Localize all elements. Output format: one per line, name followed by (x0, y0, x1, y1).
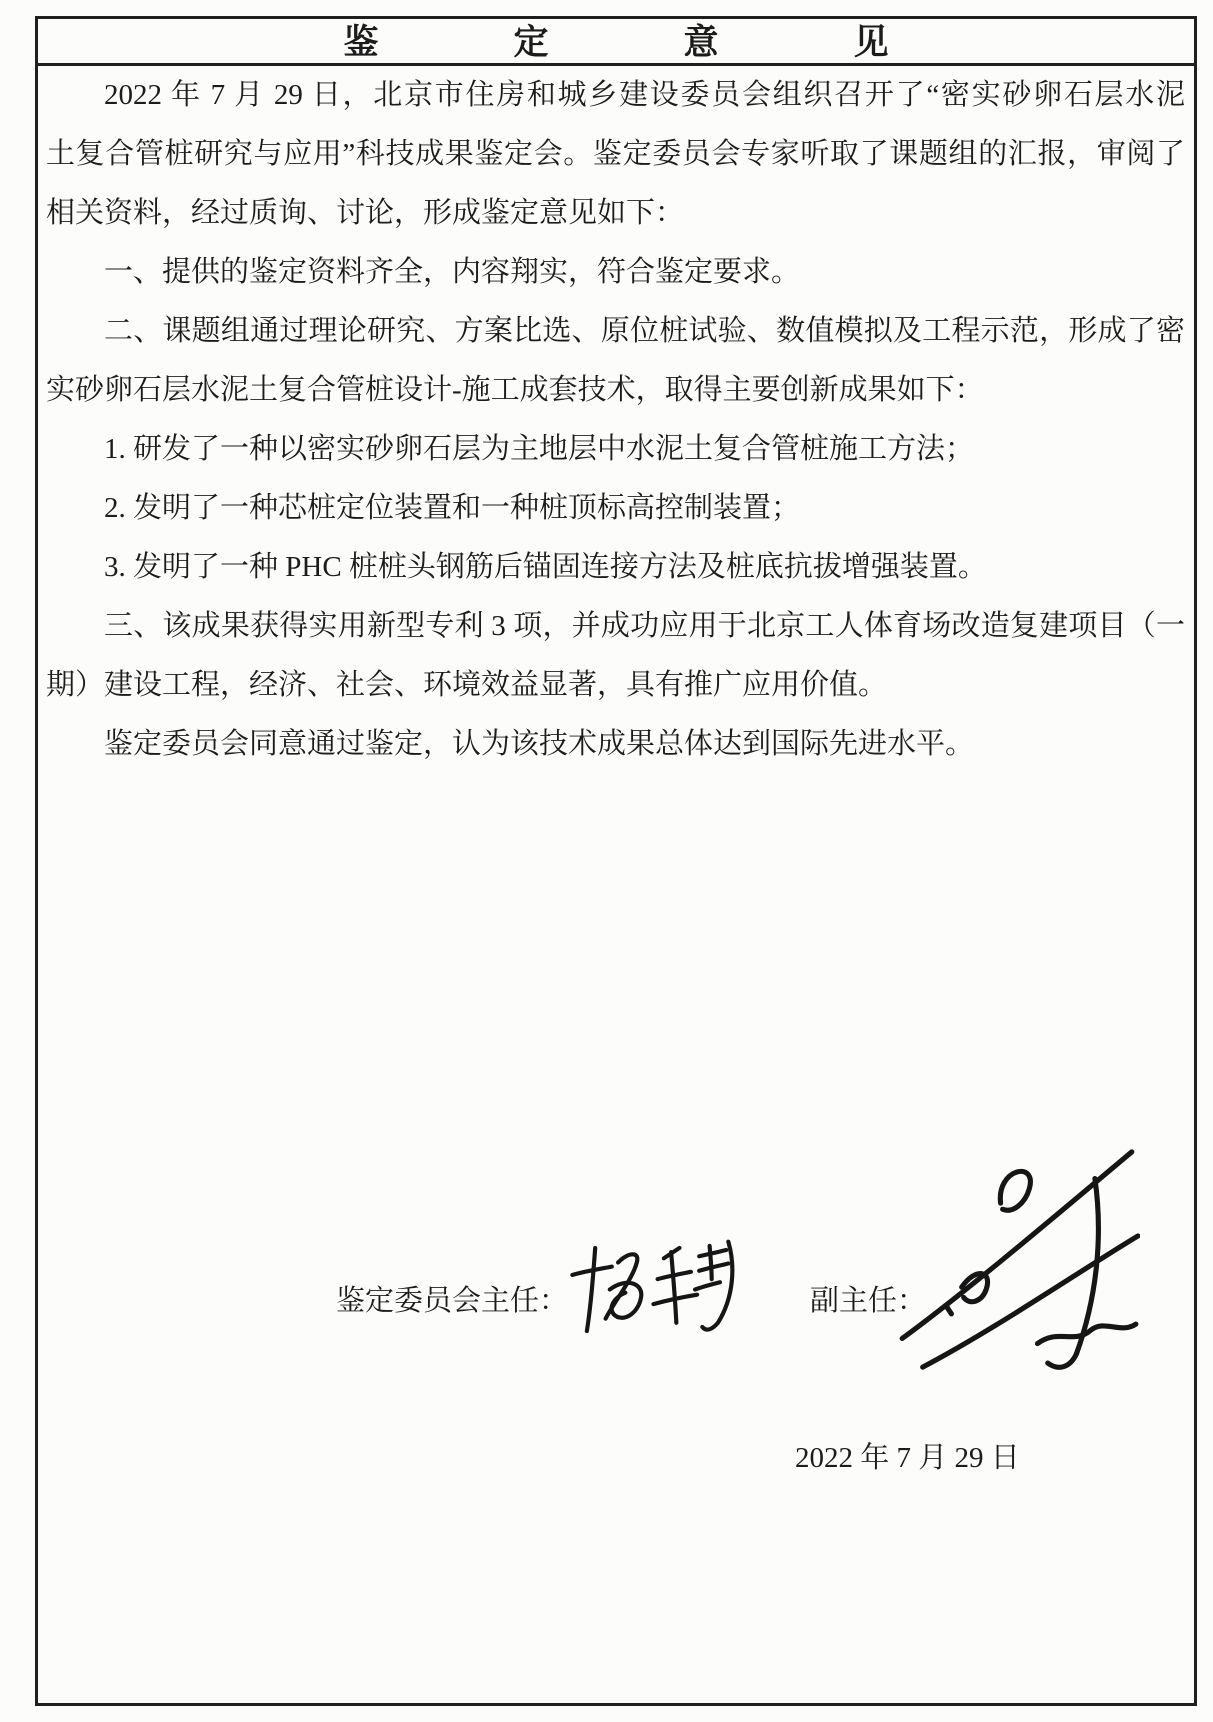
body-line: 实砂卵石层水泥土复合管桩设计-施工成套技术，取得主要创新成果如下： (46, 374, 984, 406)
chairman-handwritten-signature (564, 1237, 746, 1341)
body-line: 鉴定委员会同意通过鉴定，认为该技术成果总体达到国际先进水平。 (104, 728, 975, 760)
body-line: 相关资料，经过质询、讨论，形成鉴定意见如下： (46, 197, 685, 229)
document-border-frame (35, 16, 1197, 1706)
body-line: 一、提供的鉴定资料齐全，内容翔实，符合鉴定要求。 (104, 256, 801, 288)
appraisal-opinion-body (46, 66, 1185, 774)
body-line: 土复合管桩研究与应用”科技成果鉴定会。鉴定委员会专家听取了课题组的汇报，审阅了 (46, 138, 1185, 170)
vice-chairman-handwritten-signature (894, 1133, 1140, 1385)
body-line: 二、课题组通过理论研究、方案比选、原位桩试验、数值模拟及工程示范，形成了密 (104, 315, 1185, 347)
title-row (38, 19, 1194, 66)
vice-chairman-signature-label: 副主任： (810, 1285, 927, 1317)
body-line: 2. 发明了一种芯桩定位装置和一种桩顶标高控制装置； (104, 492, 801, 524)
body-line: 期）建设工程，经济、社会、环境效益显著，具有推广应用价值。 (46, 669, 888, 701)
body-line: 1. 研发了一种以密实砂卵石层为主地层中水泥土复合管桩施工方法； (104, 433, 975, 465)
page-title: 鉴定意见 (343, 23, 1024, 62)
document-date: 2022 年 7 月 29 日 (795, 1442, 1020, 1474)
chairman-signature-label: 鉴定委员会主任： (336, 1285, 569, 1317)
body-line: 三、该成果获得实用新型专利 3 项，并成功应用于北京工人体育场改造复建项目（一 (104, 610, 1185, 642)
body-line: 3. 发明了一种 PHC 桩桩头钢筋后锚固连接方法及桩底抗拔增强装置。 (104, 551, 987, 583)
body-line: 2022 年 7 月 29 日，北京市住房和城乡建设委员会组织召开了“密实砂卵石层水泥 (104, 79, 1185, 111)
